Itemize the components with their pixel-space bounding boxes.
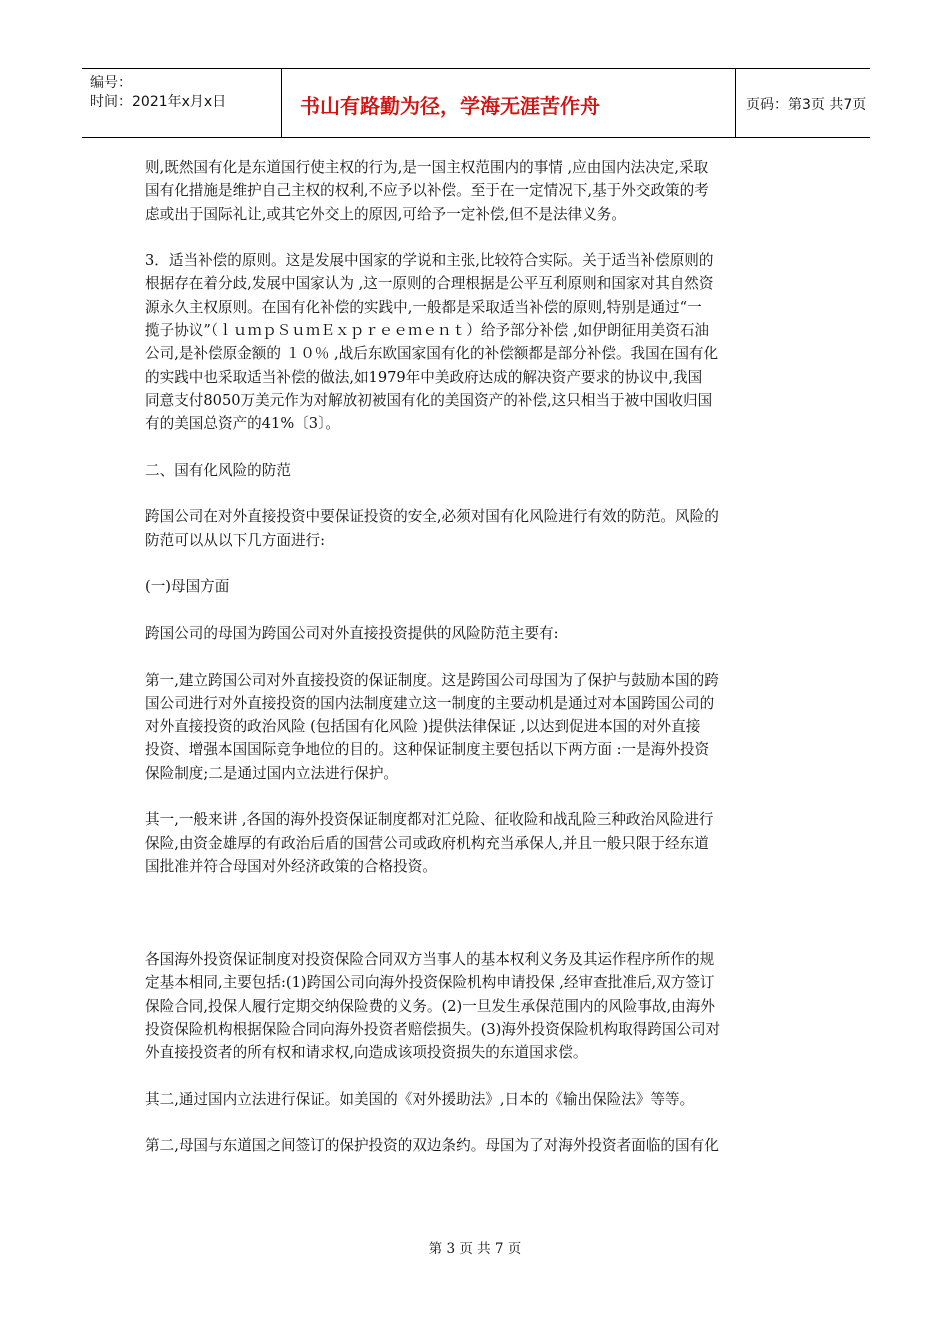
paragraph-insurance xyxy=(145,808,807,878)
page-header xyxy=(82,68,870,138)
text-line: 公司,是补偿原金额的 １０％ ,战后东欧国家国有化的补偿额都是部分补偿。我国在国有化 xyxy=(145,345,719,363)
header-info-cell xyxy=(82,69,282,137)
text-line: 揽子协议”（ｌｕｍｐＳｕｍＥｘｐｒｅｅｍｅｎｔ）给予部分补偿 ,如伊朗征用美资石油 xyxy=(145,322,710,340)
text-line: 同意支付8050万美元作为对解放初被国有化的美国资产的补偿,这只相当于被中国收归国 xyxy=(145,391,713,409)
text-line: 对外直接投资的政治风险 (包括国有化风险 )提供法律保证 ,以达到促进本国的对外直接 xyxy=(145,718,701,736)
text-line: 定基本相同,主要包括:(1)跨国公司向海外投资保险机构申请投保 ,经审查批准后,双方签订 xyxy=(145,974,715,992)
header-page-label: 页码：第3页 共7页 xyxy=(746,97,867,113)
text-line: 国公司进行对外直接投资的国内法制度建立这一制度的主要动机是通过对本国跨国公司的 xyxy=(145,694,715,712)
text-line: 的实践中也采取适当补偿的做法,如1979年中美政府达成的解决资产要求的协议中,我国 xyxy=(145,368,703,386)
document-body xyxy=(145,156,807,1158)
text-line: 外直接投资者的所有权和请求权,向造成该项投资损失的东道国求偿。 xyxy=(145,1044,588,1062)
subsection-heading: (一)母国方面 xyxy=(145,578,230,596)
text-line: 源永久主权原则。在国有化补偿的实践中,一般都是采取适当补偿的原则,特别是通过“一 xyxy=(145,298,702,316)
text-line: 第一,建立跨国公司对外直接投资的保证制度。这是跨国公司母国为了保护与鼓励本国的跨 xyxy=(145,671,719,689)
paragraph-home-country: 跨国公司的母国为跨国公司对外直接投资提供的风险防范主要有: xyxy=(145,624,559,642)
text-line: 有的美国总资产的41%〔3〕。 xyxy=(145,415,340,433)
paragraph-domestic-law: 其二,通过国内立法进行保证。如美国的《对外援助法》,日本的《输出保险法》等等。 xyxy=(145,1090,695,1108)
text-line: 虑或出于国际礼让,或其它外交上的原因,可给予一定补偿,但不是法律义务。 xyxy=(145,205,626,223)
page-footer: 第 3 页 共 7 页 xyxy=(428,1241,522,1257)
text-line: 投资保险机构根据保险合同向海外投资者赔偿损失。(3)海外投资保险机构取得跨国公司对 xyxy=(145,1020,721,1038)
text-line: 各国海外投资保证制度对投资保险合同双方当事人的基本权利义务及其运作程序所作的规 xyxy=(145,951,715,969)
text-line: 跨国公司在对外直接投资中要保证投资的安全,必须对国有化风险进行有效的防范。风险的 xyxy=(145,508,719,526)
header-motto: 书山有路勤为径，学海无涯苦作舟 xyxy=(300,94,600,118)
paragraph-bilateral-treaty: 第二,母国与东道国之间签订的保护投资的双边条约。母国为了对海外投资者面临的国有化 xyxy=(145,1137,719,1155)
text-line: 则,既然国有化是东道国行使主权的行为,是一国主权范围内的事情 ,应由国内法决定,采取 xyxy=(145,159,709,176)
paragraph-risk-prevention xyxy=(145,505,807,552)
document-number-label: 编号： xyxy=(90,75,132,91)
text-line: 保险,由资金雄厚的有政治后盾的国营公司或政府机构充当承保人,并且一般只限于经东道 xyxy=(145,834,709,852)
section-heading: 二、国有化风险的防范 xyxy=(145,461,291,479)
document-time-label: 时间：2021年x月x日 xyxy=(90,94,227,110)
text-line: 保险合同,投保人履行定期交纳保险费的义务。(2)一旦发生承保范围内的风险事故,由海外 xyxy=(145,997,715,1015)
header-page-cell xyxy=(736,69,870,137)
text-line: 防范可以从以下几方面进行: xyxy=(145,531,326,549)
paragraph-compensation-continued xyxy=(145,156,807,226)
paragraph-insurance-contract xyxy=(145,948,807,1064)
text-line: 根据存在着分歧,发展中国家认为 ,这一原则的合理根据是公平互利原则和国家对其自然资 xyxy=(145,275,714,293)
paragraph-appropriate-compensation xyxy=(145,249,807,435)
text-line: 3．适当补偿的原则。这是发展中国家的学说和主张,比较符合实际。关于适当补偿原则的 xyxy=(145,252,714,270)
text-line: 其一,一般来讲 ,各国的海外投资保证制度都对汇兑险、征收险和战乱险三种政治风险进行 xyxy=(145,811,714,829)
paragraph-guarantee-system xyxy=(145,669,807,785)
text-line: 保险制度;二是通过国内立法进行保护。 xyxy=(145,764,399,782)
text-line: 国批准并符合母国对外经济政策的合格投资。 xyxy=(145,857,437,875)
text-line: 投资、增强本国国际竞争地位的目的。这种保证制度主要包括以下两方面 :一是海外投资 xyxy=(145,741,710,759)
text-line: 国有化措施是维护自己主权的权利,不应予以补偿。至于在一定情况下,基于外交政策的考 xyxy=(145,182,709,200)
header-motto-cell xyxy=(282,69,736,137)
